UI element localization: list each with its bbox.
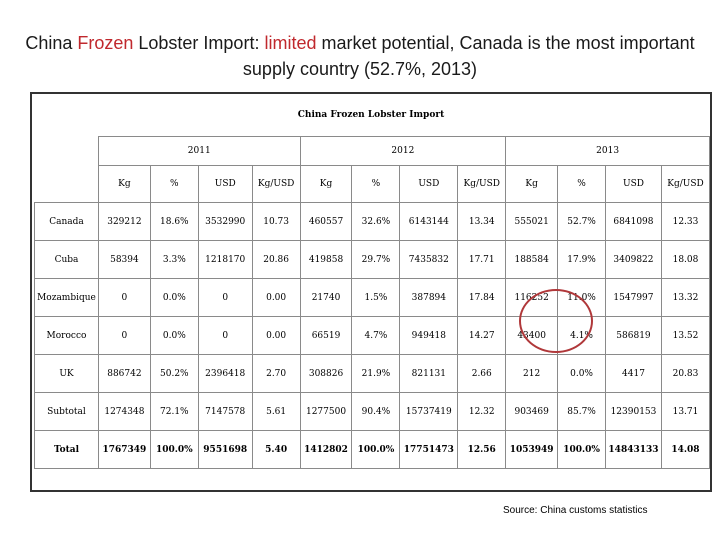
table-cell: 212 bbox=[506, 355, 558, 393]
table-cell: 460557 bbox=[300, 203, 352, 241]
table-cell: 0.00 bbox=[252, 317, 300, 355]
table-cell: 2.70 bbox=[252, 355, 300, 393]
table-cell: 85.7% bbox=[558, 393, 606, 431]
table-cell: 13.32 bbox=[661, 279, 709, 317]
table-cell: 308826 bbox=[300, 355, 352, 393]
source-note: Source: China customs statistics bbox=[503, 505, 648, 516]
table-cell: 5.40 bbox=[252, 431, 300, 469]
table-row bbox=[35, 317, 710, 355]
table-cell: 17751473 bbox=[400, 431, 458, 469]
unit-header-percent: % bbox=[150, 166, 198, 203]
country-cell: Mozambique bbox=[35, 279, 99, 317]
table-cell: 18.6% bbox=[150, 203, 198, 241]
table-cell: 17.84 bbox=[458, 279, 506, 317]
table-cell: 12.32 bbox=[458, 393, 506, 431]
table-cell: 586819 bbox=[606, 317, 662, 355]
table-cell: 100.0% bbox=[352, 431, 400, 469]
year-header-row bbox=[35, 137, 710, 166]
unit-header-percent: % bbox=[352, 166, 400, 203]
table-cell: 0 bbox=[98, 279, 150, 317]
year-header-2012: 2012 bbox=[300, 137, 506, 166]
table-body bbox=[35, 137, 710, 469]
table-cell: 555021 bbox=[506, 203, 558, 241]
table-cell: 5.61 bbox=[252, 393, 300, 431]
table-cell: 10.73 bbox=[252, 203, 300, 241]
unit-header-percent: % bbox=[558, 166, 606, 203]
unit-header-usd: USD bbox=[400, 166, 458, 203]
table-cell: 21740 bbox=[300, 279, 352, 317]
unit-header-kg-per-usd: Kg/USD bbox=[252, 166, 300, 203]
title-part-3: market potential, Canada is the most important supply country (52.7%, 2013) bbox=[242, 33, 695, 79]
table-caption: China Frozen Lobster Import bbox=[297, 110, 445, 120]
table-cell: 6841098 bbox=[606, 203, 662, 241]
table-cell: 12390153 bbox=[606, 393, 662, 431]
table-cell: 949418 bbox=[400, 317, 458, 355]
table-cell: 0.0% bbox=[150, 279, 198, 317]
slide-title bbox=[20, 30, 700, 82]
table-cell: 14.27 bbox=[458, 317, 506, 355]
table-cell: 4.7% bbox=[352, 317, 400, 355]
table-cell: 0.00 bbox=[252, 279, 300, 317]
year-header-2013: 2013 bbox=[506, 137, 710, 166]
table-cell: 1.5% bbox=[352, 279, 400, 317]
table-cell: 90.4% bbox=[352, 393, 400, 431]
table-cell: 58394 bbox=[98, 241, 150, 279]
year-header-2011: 2011 bbox=[98, 137, 300, 166]
unit-header-usd: USD bbox=[198, 166, 252, 203]
table-cell: 6143144 bbox=[400, 203, 458, 241]
table-cell: 52.7% bbox=[558, 203, 606, 241]
unit-header-usd: USD bbox=[606, 166, 662, 203]
table-cell: 17.71 bbox=[458, 241, 506, 279]
table-cell: 1277500 bbox=[300, 393, 352, 431]
table-cell: 3.3% bbox=[150, 241, 198, 279]
country-cell: UK bbox=[35, 355, 99, 393]
table-cell: 7147578 bbox=[198, 393, 252, 431]
title-highlight-limited: limited bbox=[264, 33, 317, 53]
table-cell: 100.0% bbox=[558, 431, 606, 469]
table-cell: 72.1% bbox=[150, 393, 198, 431]
lobster-import-table bbox=[34, 136, 710, 469]
table-cell: 387894 bbox=[400, 279, 458, 317]
table-cell: 1767349 bbox=[98, 431, 150, 469]
title-part-2: Lobster Import: bbox=[133, 33, 265, 53]
table-cell: 32.6% bbox=[352, 203, 400, 241]
table-cell: 50.2% bbox=[150, 355, 198, 393]
table-cell: 13.71 bbox=[661, 393, 709, 431]
table-cell: 0 bbox=[98, 317, 150, 355]
table-cell: 0 bbox=[198, 279, 252, 317]
table-cell: 2396418 bbox=[198, 355, 252, 393]
table-cell: 1547997 bbox=[606, 279, 662, 317]
country-cell: Total bbox=[35, 431, 99, 469]
table-cell: 9551698 bbox=[198, 431, 252, 469]
table-cell: 12.33 bbox=[661, 203, 709, 241]
table-row bbox=[35, 393, 710, 431]
table-cell: 0.0% bbox=[558, 355, 606, 393]
table-row bbox=[35, 203, 710, 241]
table-cell: 419858 bbox=[300, 241, 352, 279]
table-cell: 14.08 bbox=[661, 431, 709, 469]
table-cell: 7435832 bbox=[400, 241, 458, 279]
table-cell: 3532990 bbox=[198, 203, 252, 241]
unit-header-kg: Kg bbox=[98, 166, 150, 203]
table-cell: 15737419 bbox=[400, 393, 458, 431]
unit-header-row bbox=[35, 166, 710, 203]
table-cell: 886742 bbox=[98, 355, 150, 393]
table-cell: 21.9% bbox=[352, 355, 400, 393]
table-cell: 1218170 bbox=[198, 241, 252, 279]
table-cell: 4.1% bbox=[558, 317, 606, 355]
table-cell: 100.0% bbox=[150, 431, 198, 469]
table-cell: 1412802 bbox=[300, 431, 352, 469]
table-cell: 13.52 bbox=[661, 317, 709, 355]
table-cell: 20.83 bbox=[661, 355, 709, 393]
country-cell: Subtotal bbox=[35, 393, 99, 431]
lobster-import-table-frame bbox=[30, 92, 712, 492]
unit-header-kg-per-usd: Kg/USD bbox=[458, 166, 506, 203]
table-cell: 2.66 bbox=[458, 355, 506, 393]
table-cell: 13.34 bbox=[458, 203, 506, 241]
table-cell: 12.56 bbox=[458, 431, 506, 469]
table-cell: 329212 bbox=[98, 203, 150, 241]
unit-header-kg: Kg bbox=[300, 166, 352, 203]
table-cell: 1053949 bbox=[506, 431, 558, 469]
table-row bbox=[35, 241, 710, 279]
table-cell: 0.0% bbox=[150, 317, 198, 355]
table-row bbox=[35, 355, 710, 393]
table-cell: 903469 bbox=[506, 393, 558, 431]
header-blank-cell bbox=[35, 137, 99, 166]
table-cell: 14843133 bbox=[606, 431, 662, 469]
table-cell: 4417 bbox=[606, 355, 662, 393]
table-cell: 3409822 bbox=[606, 241, 662, 279]
unit-blank-cell bbox=[35, 166, 99, 203]
table-row bbox=[35, 431, 710, 469]
country-cell: Cuba bbox=[35, 241, 99, 279]
table-cell: 0 bbox=[198, 317, 252, 355]
country-cell: Morocco bbox=[35, 317, 99, 355]
title-part-1: China bbox=[25, 33, 78, 53]
table-cell: 43400 bbox=[506, 317, 558, 355]
country-cell: Canada bbox=[35, 203, 99, 241]
table-row bbox=[35, 279, 710, 317]
table-cell: 29.7% bbox=[352, 241, 400, 279]
table-cell: 821131 bbox=[400, 355, 458, 393]
unit-header-kg: Kg bbox=[506, 166, 558, 203]
table-cell: 116252 bbox=[506, 279, 558, 317]
title-highlight-frozen: Frozen bbox=[77, 33, 134, 53]
table-cell: 1274348 bbox=[98, 393, 150, 431]
table-cell: 18.08 bbox=[661, 241, 709, 279]
table-cell: 17.9% bbox=[558, 241, 606, 279]
table-cell: 20.86 bbox=[252, 241, 300, 279]
unit-header-kg-per-usd: Kg/USD bbox=[661, 166, 709, 203]
table-cell: 11.0% bbox=[558, 279, 606, 317]
table-cell: 66519 bbox=[300, 317, 352, 355]
table-cell: 188584 bbox=[506, 241, 558, 279]
